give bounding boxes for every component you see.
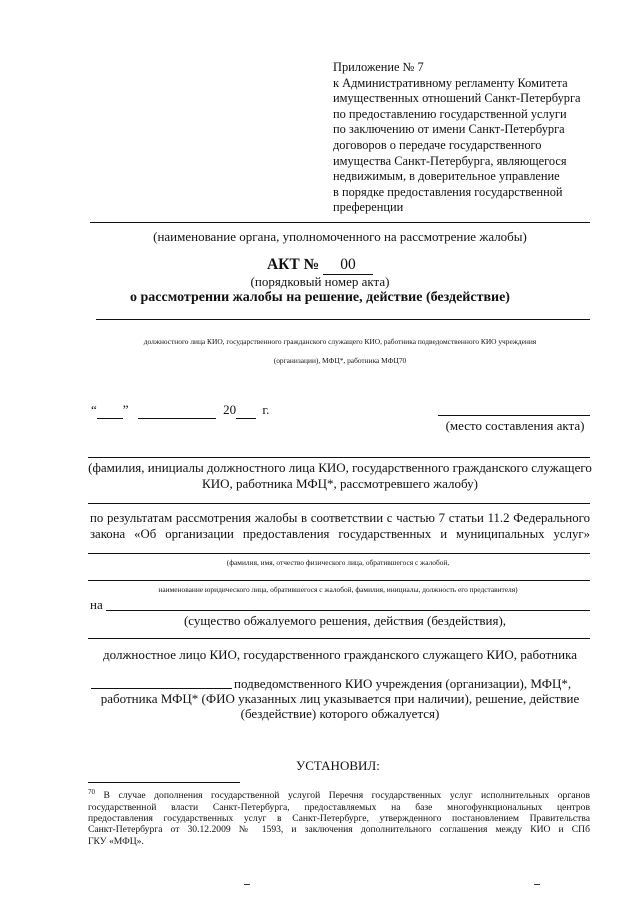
appendix-line: имущественных отношений Санкт-Петербурга (333, 91, 581, 106)
appealed-fill-line-2 (88, 638, 590, 639)
appendix-line: имущества Санкт-Петербурга, являющегося (333, 153, 567, 168)
act-number-caption: (порядковый номер акта) (250, 274, 390, 289)
footnote-separator (88, 782, 240, 783)
act-number: 00 (323, 256, 373, 275)
appendix-line: недвижимым, в доверительное управление (333, 169, 560, 184)
results-line-1: по результатам рассмотрения жалобы в соответствии с частью 7 статьи 11.2 Федерального (90, 511, 590, 525)
appealed-fill-line (106, 610, 590, 611)
legal-entity-caption: наименование юридического лица, обратившегося с жалобой, фамилия, инициалы, должность его представителя) (158, 585, 518, 594)
footnote-line-5: ГКУ «МФЦ». (88, 835, 144, 847)
date-open-quote: “ (91, 402, 97, 417)
appendix-line: по предоставлению государственной услуги (333, 106, 567, 121)
date-field (91, 402, 269, 419)
act-subject: о рассмотрении жалобы на решение, действие (бездействие) (130, 290, 510, 305)
date-year-blank (236, 402, 256, 419)
authority-fill-line (90, 222, 590, 223)
date-close-quote: ” (122, 402, 129, 417)
date-day-blank (97, 402, 123, 419)
act-title (170, 256, 470, 275)
appendix-line: договоров о передаче государственного (333, 137, 542, 152)
results-line-2: закона «Об организации предоставления государственных и муниципальных услуг» (90, 527, 590, 541)
on-label: на (90, 597, 103, 612)
appendix-line: по заключению от имени Санкт-Петербурга (333, 122, 565, 137)
footnote-marker: 70 (88, 788, 95, 796)
scan-mark (534, 884, 540, 885)
appendix-line: к Административному регламенту Комитета (333, 75, 568, 90)
footnote (88, 787, 590, 847)
footnote-line-1 (88, 787, 590, 802)
results-fill-line (88, 503, 590, 504)
appendix-line: Приложение № 7 (333, 60, 424, 74)
footnote-text: В случае дополнения государственной услугой Перечня государственных услуг исполнительных органов (103, 790, 590, 802)
date-year-prefix: 20 (223, 402, 237, 417)
individual-caption: (фамилия, имя, отчество физического лица, обратившегося с жалобой, (226, 558, 450, 567)
date-month-blank (138, 402, 216, 419)
date-year-suffix: г. (262, 402, 270, 417)
appendix-line: в порядке предоставления государственной (333, 184, 563, 199)
official-line: должностное лицо КИО, государственного гражданского служащего КИО, работника (103, 647, 577, 662)
act-title-prefix: АКТ № (266, 256, 320, 273)
mfc-line: работника МФЦ* (ФИО указанных лиц указывается при наличии), решение, действие (100, 691, 580, 706)
reviewer-caption-2: КИО, работника МФЦ*, рассмотревшего жалобу) (202, 476, 478, 491)
official-fill-line (96, 319, 590, 320)
established-heading: УСТАНОВИЛ: (296, 758, 380, 773)
subordinate-line: подведомственного КИО учреждения (организации), МФЦ*, (234, 676, 572, 691)
reviewer-fill-line (88, 457, 590, 458)
official-caption-1: должностного лица КИО, государственного гражданского служащего КИО, работника подведомственного КИО учреждения (143, 337, 537, 346)
official-caption-2: (организации), МФЦ*, работника МФЦ70 (273, 356, 407, 365)
appendix-line: преференции (333, 200, 404, 215)
inaction-line: (бездействие) которого обжалуется) (240, 706, 440, 721)
appealed-caption: (существо обжалуемого решения, действия (бездействия), (183, 613, 507, 628)
reviewer-caption-1: (фамилия, инициалы должностного лица КИО, государственного гражданского служащего (88, 460, 592, 475)
footnote-line-3: предоставления государственных услуг в Санкт-Петербурге, утвержденного постановлением Правительства (88, 813, 590, 824)
appendix-header (333, 60, 603, 216)
footnote-line-4: Санкт-Петербурга от 30.12.2009 № 1593, и заключения дополнительного соглашения между КИО и СПб (88, 824, 590, 836)
place-fill-line (438, 415, 590, 416)
footnote-line-2: государственной власти Санкт-Петербурга, предоставляемых на базе многофункциональных центров (88, 801, 590, 813)
authority-caption: (наименование органа, уполномоченного на рассмотрение жалобы) (153, 229, 527, 244)
place-caption: (место составления акта) (445, 418, 585, 433)
scan-mark (244, 884, 250, 885)
subordinate-fill-line (91, 688, 232, 689)
